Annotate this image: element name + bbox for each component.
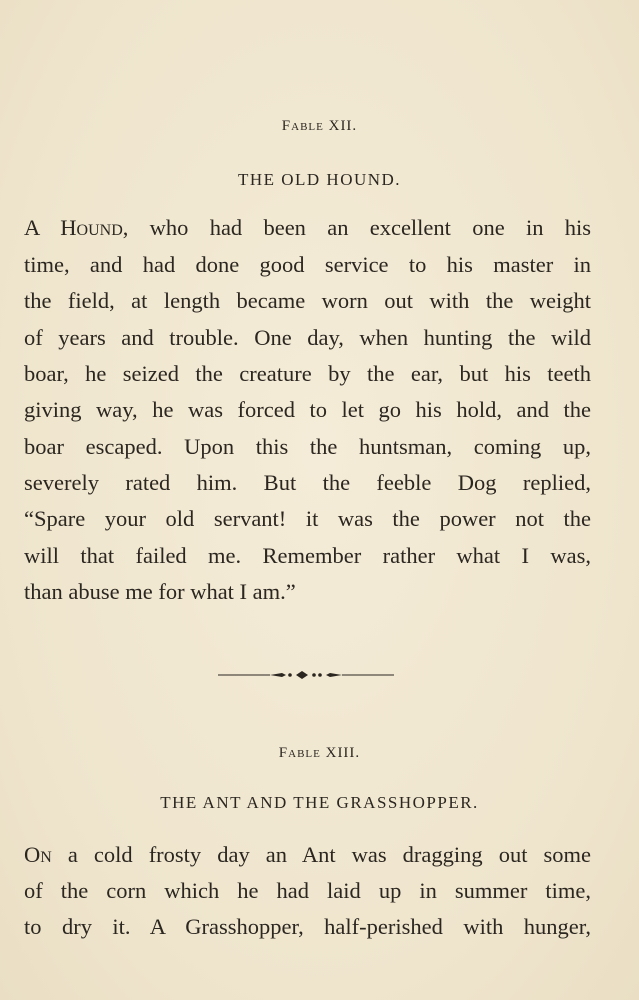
fable-xii-title: THE OLD HOUND.: [237, 170, 402, 189]
fable-xii-label: Fable XII.: [281, 118, 358, 134]
fable-xiii-line: to dry it. A Grasshopper, half-perished with hunger,: [24, 914, 591, 939]
fable-xii-line: will that failed me. Remember rather what I was,: [24, 543, 591, 568]
section-divider-ornament: [218, 669, 394, 681]
fable-xiii-line-1: [24, 844, 591, 867]
fable-xii-line: boar, he seized the creature by the ear, but his teeth: [24, 361, 591, 386]
fable-xii-smallcaps: Hound: [60, 215, 123, 240]
fable-xii-line: “Spare your old servant! it was the power not the: [24, 506, 591, 531]
fable-xii-line: boar escaped. Upon this the huntsman, coming up,: [24, 434, 591, 459]
fable-xii-line: time, and had done good service to his master in: [24, 252, 591, 277]
fable-xii-line: of years and trouble. One day, when hunting the wild: [24, 325, 591, 350]
fable-xiii-line: of the corn which he had laid up in summer time,: [24, 878, 591, 903]
fable-xii-line-1-rest: , who had been an excellent one in his: [122, 215, 592, 240]
fable-xii-line-1: [24, 217, 591, 240]
fable-xii-line: giving way, he was forced to let go his hold, and the: [24, 397, 591, 422]
fable-xiii-label: Fable XIII.: [278, 745, 361, 761]
fable-xii-line: than abuse me for what I am.”: [24, 579, 296, 604]
fable-xiii-line-1-rest: a cold frosty day an Ant was dragging out some: [51, 842, 591, 867]
fable-xii-line: severely rated him. But the feeble Dog replied,: [24, 470, 591, 495]
fable-xiii-title: THE ANT AND THE GRASSHOPPER.: [160, 793, 479, 812]
fable-xii-line: the field, at length became worn out with the weight: [24, 288, 591, 313]
fable-xiii-smallcaps: On: [24, 842, 52, 867]
fable-xii-initial: A: [24, 215, 40, 240]
